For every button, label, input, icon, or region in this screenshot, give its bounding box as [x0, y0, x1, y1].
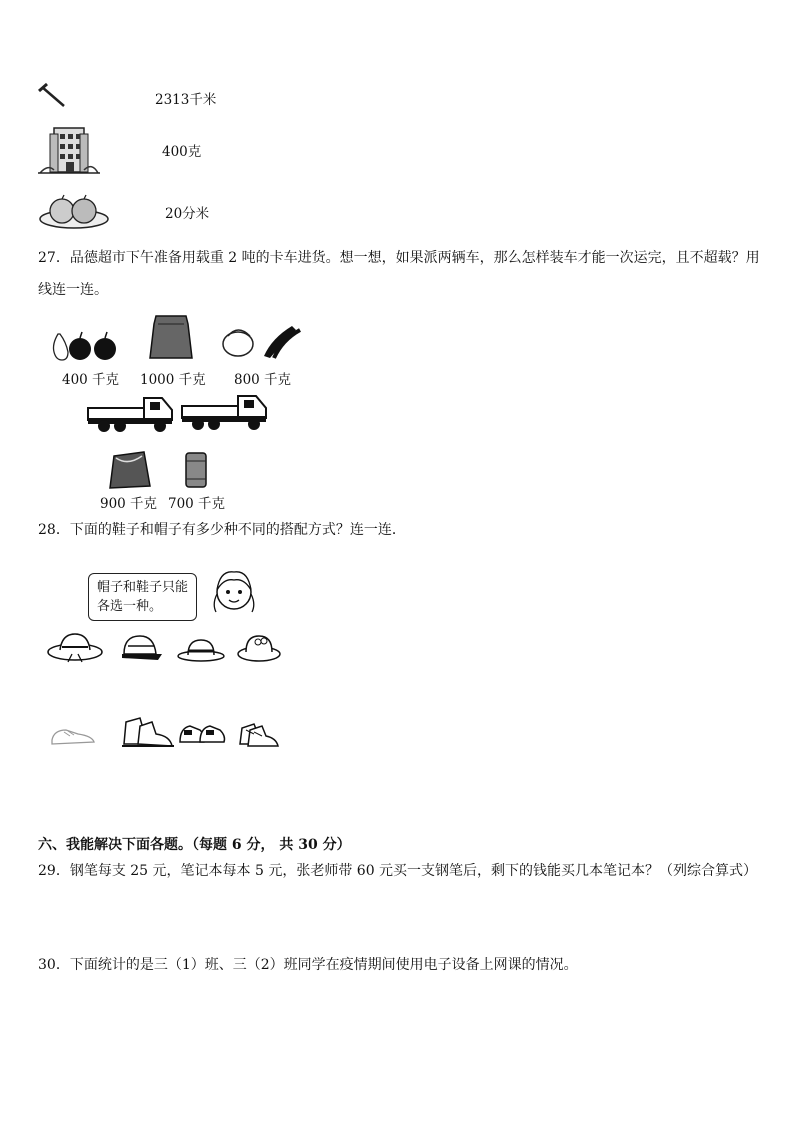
hat-icon-1	[46, 630, 104, 664]
apples-plate-icon	[38, 192, 110, 230]
building-icon	[38, 120, 100, 176]
q29-text: 29．钢笔每支 25 元，笔记本每本 5 元，张老师带 60 元买一支钢笔后，剩下的钱能买几本笔记本？（列综合算式）	[38, 863, 758, 879]
shoe-icon-1	[48, 722, 98, 748]
goods-label-800: 800 千克	[234, 372, 292, 388]
sack-icon	[148, 312, 194, 362]
nail-icon	[38, 82, 68, 110]
girl-icon	[210, 564, 258, 616]
goods-label-400: 400 千克	[62, 372, 120, 388]
goods-label-1000: 1000 千克	[140, 372, 206, 388]
q27-text-line2: 线连一连。	[38, 282, 108, 298]
match-value-2: 400克	[162, 144, 202, 160]
goods-label-900: 900 千克	[100, 496, 158, 512]
bag-icon	[108, 448, 152, 490]
barrel-icon	[184, 451, 208, 489]
truck-icon-2	[180, 392, 268, 432]
shoe-icon-3	[176, 718, 228, 748]
q28-text: 28．下面的鞋子和帽子有多少种不同的搭配方式？连一连．	[38, 522, 406, 538]
shoe-icon-4	[236, 716, 280, 750]
truck-icon-1	[86, 394, 174, 434]
hat-icon-4	[236, 632, 282, 664]
shoe-icon-2	[118, 714, 176, 750]
fruit-icon	[48, 330, 120, 362]
vegetables-icon	[220, 320, 302, 360]
match-value-1: 2313千米	[155, 92, 217, 108]
q27-text-line1: 27．品德超市下午准备用载重 2 吨的卡车进货。想一想，如果派两辆车，那么怎样装车才能一次运完，且不超载？用	[38, 250, 760, 266]
bubble-line-2: 各选一种。	[97, 599, 163, 614]
hat-icon-3	[176, 636, 226, 664]
bubble-line-1: 帽子和鞋子只能	[97, 580, 189, 595]
goods-label-700: 700 千克	[168, 496, 226, 512]
speech-bubble	[88, 573, 197, 621]
hat-icon-2	[118, 632, 164, 666]
section-6-title: 六、我能解决下面各题。（每题 6 分， 共 30 分）	[38, 837, 351, 853]
q30-text: 30．下面统计的是三（1）班、三（2）班同学在疫情期间使用电子设备上网课的情况。	[38, 957, 578, 973]
match-value-3: 20分米	[165, 206, 210, 222]
